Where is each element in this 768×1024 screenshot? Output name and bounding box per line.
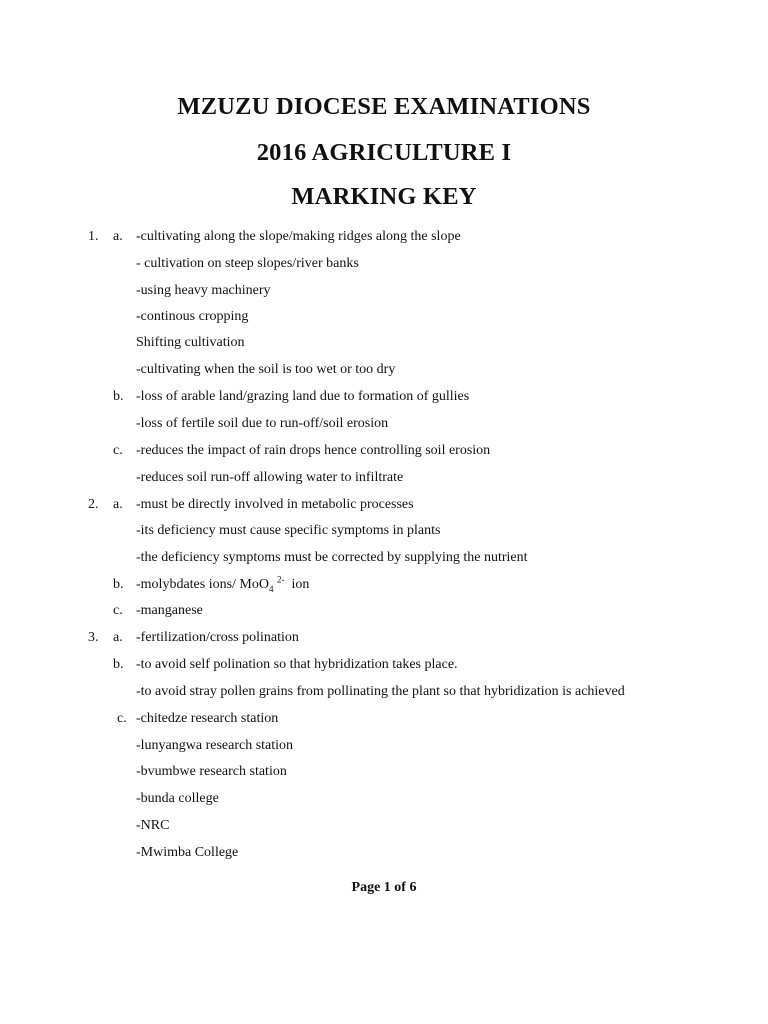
q2c-answer: -manganese: [136, 603, 203, 618]
q1a-answer: -cultivating when the soil is too wet or too dry: [136, 362, 396, 377]
q1-part-b-label: b.: [113, 389, 124, 404]
q1c-answer: -reduces the impact of rain drops hence controlling soil erosion: [136, 443, 491, 458]
q2b-formula-superscript: 2-: [277, 574, 285, 585]
q3c-answer: -chitedze research station: [136, 711, 279, 726]
q1a-answer: -using heavy machinery: [136, 283, 271, 298]
q2a-answer: -its deficiency must cause specific symptoms in plants: [136, 523, 441, 538]
q2-part-b-label: b.: [113, 577, 124, 592]
question-number-2: 2.: [88, 497, 99, 512]
q3c-answer: -NRC: [136, 818, 170, 833]
exam-title: MZUZU DIOCESE EXAMINATIONS: [177, 93, 591, 120]
q3-part-c-label: c.: [117, 711, 127, 726]
q3b-answer: -to avoid self polination so that hybridization takes place.: [136, 657, 458, 672]
question-number-3: 3.: [88, 630, 99, 645]
q1-part-c-label: c.: [113, 443, 123, 458]
q3b-answer: -to avoid stray pollen grains from pollinating the plant so that hybridization is achieved: [136, 684, 625, 699]
q2-part-c-label: c.: [113, 603, 123, 618]
q1b-answer: -loss of arable land/grazing land due to formation of gullies: [136, 389, 470, 404]
q2-part-a-label: a.: [113, 497, 123, 512]
q1c-answer: -reduces soil run-off allowing water to infiltrate: [136, 470, 404, 485]
q1-part-a-label: a.: [113, 229, 123, 244]
q1a-answer: - cultivation on steep slopes/river banks: [136, 256, 359, 271]
q1a-answer: -continous cropping: [136, 309, 249, 324]
q3c-answer: -bunda college: [136, 791, 219, 806]
q2a-answer: -the deficiency symptoms must be corrected by supplying the nutrient: [136, 550, 528, 565]
q2b-formula-subscript: 4: [269, 583, 274, 594]
q3c-answer: -bvumbwe research station: [136, 764, 287, 779]
q3c-answer: -Mwimba College: [136, 845, 239, 860]
page-number: Page 1 of 6: [351, 880, 417, 895]
q2b-answer: [136, 576, 309, 594]
q2b-answer-prefix: -molybdates ions/ MoO: [136, 577, 269, 592]
q2b-answer-suffix: ion: [291, 577, 310, 592]
exam-subject: 2016 AGRICULTURE I: [256, 139, 512, 166]
marking-key-heading: MARKING KEY: [291, 183, 477, 210]
question-number-1: 1.: [88, 229, 99, 244]
q1b-answer: -loss of fertile soil due to run-off/soil erosion: [136, 416, 389, 431]
q3a-answer: -fertilization/cross polination: [136, 630, 299, 645]
q2a-answer: -must be directly involved in metabolic processes: [136, 497, 414, 512]
q1a-answer: Shifting cultivation: [136, 335, 245, 350]
q3-part-a-label: a.: [113, 630, 123, 645]
q3-part-b-label: b.: [113, 657, 124, 672]
q3c-answer: -lunyangwa research station: [136, 738, 294, 753]
q1a-answer: -cultivating along the slope/making ridges along the slope: [136, 229, 461, 244]
